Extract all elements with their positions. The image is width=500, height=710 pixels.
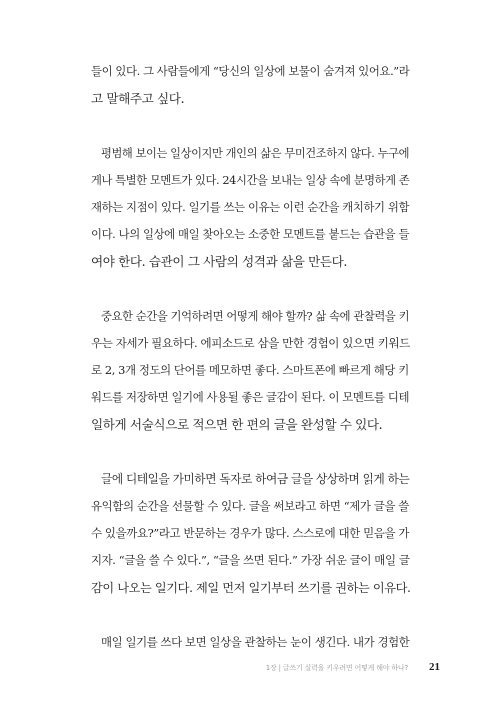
paragraph	[91, 466, 411, 602]
paragraph-gap	[91, 602, 411, 629]
paragraph-gap	[91, 276, 411, 303]
body-text	[91, 58, 411, 656]
text-line: 지자. “글을 쓸 수 있다.”, “글을 쓰면 된다.” 가장 쉬운 글이 매일 글	[91, 553, 410, 568]
text-line: 평범해 보이는 일상이지만 개인의 삶은 무미건조하지 않다. 누구에	[101, 146, 410, 160]
text-line: 중요한 순간을 기억하려면 어떻게 해야 할까? 삶 속에 관찰력을 키	[101, 308, 410, 323]
text-line: 워드를 저장하면 일기에 사용될 좋은 글감이 된다. 이 모멘트를 디테	[91, 390, 410, 405]
text-line: 들이 있다. 그 사람들에게 “당신의 일상에 보물이 숨겨져 있어요.”라	[91, 64, 410, 78]
paragraph	[91, 629, 411, 656]
text-line: 유익함의 순간을 선물할 수 있다. 글을 써보라고 하면 “제가 글을 쓸	[91, 499, 409, 513]
text-line: 로 2, 3개 정도의 단어를 메모하면 좋다. 스마트폰에 빠르게 해당 키	[91, 363, 409, 378]
text-line: 수 있을까요?”라고 반문하는 경우가 많다. 스스로에 대한 믿음을 가	[91, 526, 410, 541]
paragraph	[91, 58, 411, 112]
paragraph	[91, 303, 411, 439]
page-footer	[0, 661, 500, 677]
text-line: 우는 자세가 필요하다. 에피소드로 삼을 만한 경험이 있으면 키워드	[91, 335, 410, 350]
paragraph-gap	[91, 112, 411, 139]
text-line: 여야 한다. 습관이 그 사람의 성격과 삶을 만든다.	[91, 254, 347, 270]
paragraph-gap	[91, 439, 411, 466]
text-line: 재하는 지점이 있다. 일기를 쓰는 이유는 이런 순간을 캐치하기 위함	[91, 199, 410, 214]
text-line: 일하게 서술식으로 적으면 한 편의 글을 완성할 수 있다.	[91, 417, 383, 433]
text-line: 감이 나오는 일기다. 제일 먼저 일기부터 쓰기를 권하는 이유다.	[91, 580, 411, 595]
text-line: 게나 특별한 모멘트가 있다. 24시간을 보내는 일상 속에 분명하게 존	[91, 173, 410, 187]
running-head: 1장 | 글쓰기 실력을 키우려면 어떻게 해야 하나?	[265, 664, 408, 672]
text-line: 고 말해주고 싶다.	[91, 91, 185, 107]
text-line: 글에 디테일을 가미하면 독자로 하여금 글을 상상하며 읽게 하는	[101, 471, 410, 486]
text-line: 매일 일기를 쓰다 보면 일상을 관찰하는 눈이 생긴다. 내가 경험한	[101, 634, 410, 649]
page-number: 21	[429, 661, 440, 673]
paragraph	[91, 140, 411, 276]
text-line: 이다. 나의 일상에 매일 찾아오는 소중한 모멘트를 붙드는 습관을 들	[91, 227, 410, 242]
